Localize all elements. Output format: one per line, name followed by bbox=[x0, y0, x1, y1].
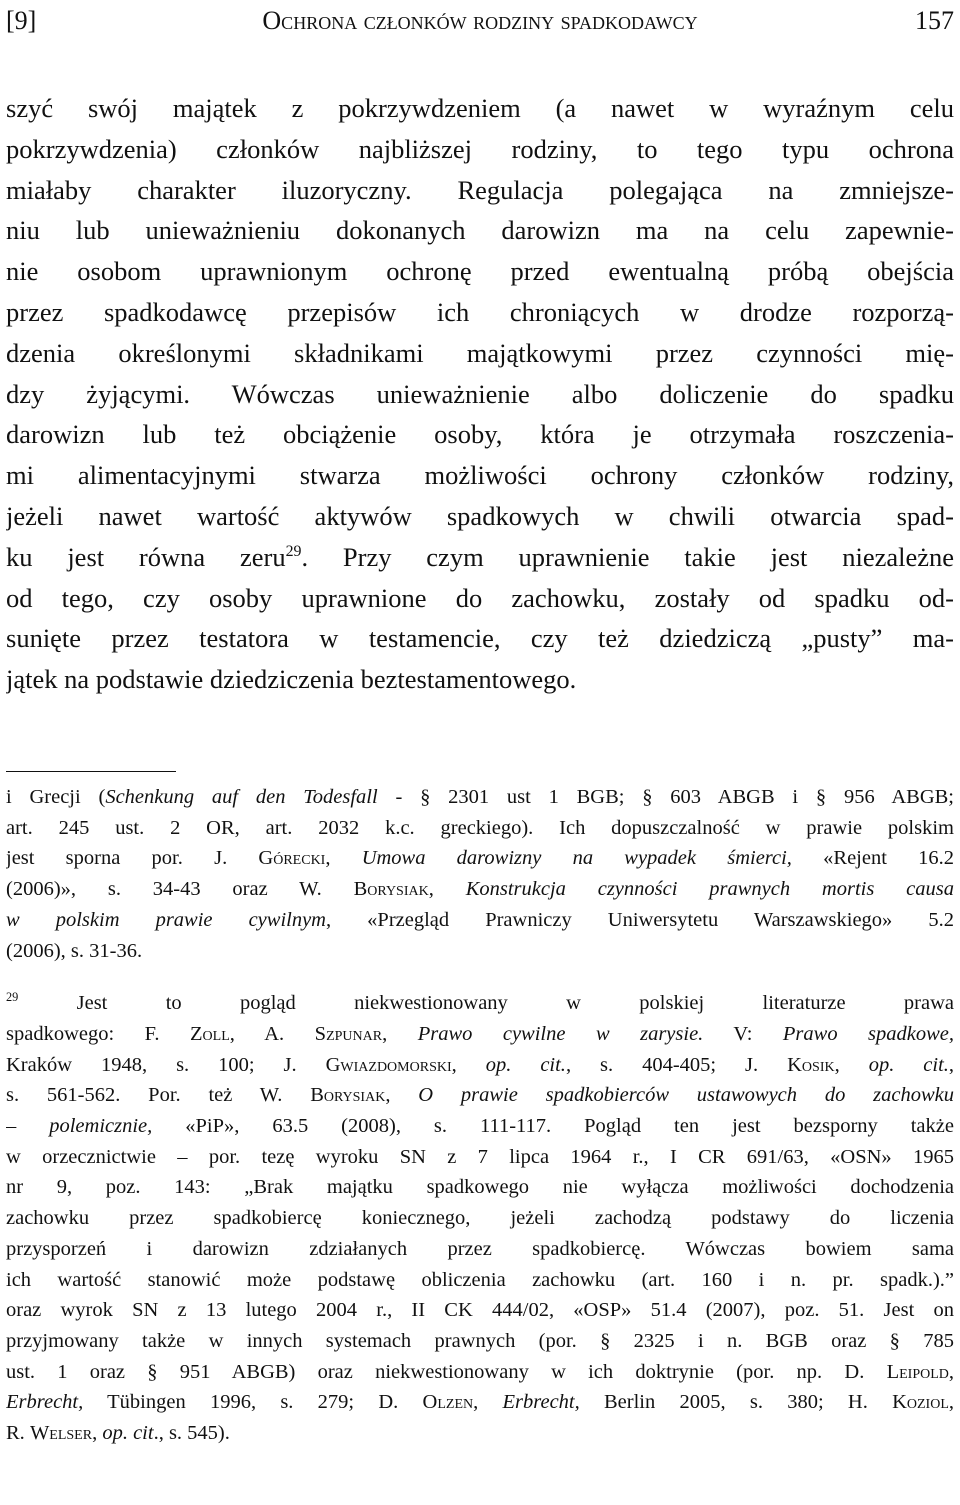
author-name: Koziol bbox=[892, 1391, 949, 1414]
footnote-line: zachowku przez spadkobiercę koniecznego, jeżeli zachodzą podstawy do liczenia bbox=[6, 1207, 954, 1230]
footnote-line bbox=[6, 1387, 954, 1418]
footnote-line: w orzecznictwie – por. tezę wyroku SN z 7 lipca 1964 r., I CR 691/63, «OSN» 1965 bbox=[6, 1145, 954, 1168]
text-segment: Jest to pogląd niekwestionowany w polskiej literaturze prawa bbox=[18, 992, 954, 1015]
text-line: przez spadkodawcę przepisów ich chroniących w drodze rozporzą- bbox=[6, 296, 954, 327]
author-name: Welser bbox=[29, 1422, 93, 1445]
author-name: Borysiak bbox=[353, 878, 429, 901]
text-line: niu lub unieważnieniu dokonanych darowizn ma na celu zapewnie- bbox=[6, 215, 954, 246]
author-name: Borysiak bbox=[310, 1084, 386, 1107]
text-segment: R. bbox=[6, 1422, 30, 1445]
author-name: Kosik bbox=[787, 1053, 835, 1076]
footnote-line: przyjmowany także w innych systemach prawnych (por. § 2325 i n. BGB oraz § 785 bbox=[6, 1329, 954, 1352]
footnote-marker-29: 29 bbox=[6, 990, 19, 1005]
text-segment: , bbox=[948, 1360, 954, 1383]
text-segment: , bbox=[385, 1084, 419, 1107]
text-segment: ku jest równa zeru bbox=[6, 541, 286, 572]
author-name: Górecki bbox=[258, 847, 326, 870]
text-segment: , bbox=[451, 1053, 486, 1076]
text-segment: spadkowego: F. bbox=[6, 1022, 191, 1045]
text-segment: i Grecji ( bbox=[6, 786, 106, 808]
footnote-line: nr 9, poz. 143: „Brak majątku spadkowego nie wyłącza możliwości dochodzenia bbox=[6, 1176, 954, 1199]
text-segment: . Przy czym uprawnienie takie jest niezależne bbox=[301, 541, 954, 572]
text-line: jątek na podstawie dziedziczenia beztestamentowego. bbox=[6, 664, 577, 695]
footnote-line bbox=[6, 843, 954, 874]
text-line: szyć swój majątek z pokrzywdzeniem (a nawet w wyraźnym celu bbox=[6, 93, 954, 123]
author-name: Leipold bbox=[886, 1360, 949, 1383]
text-line bbox=[6, 537, 954, 578]
footnote-line: oraz wyrok SN z 13 lutego 2004 r., II CK 444/02, «OSP» 51.4 (2007), poz. 51. Jest on bbox=[6, 1299, 954, 1322]
text-segment: w polskim prawie cywilnym bbox=[6, 908, 326, 931]
text-segment: V: bbox=[703, 1022, 783, 1045]
text-segment: ., s. 545). bbox=[153, 1422, 230, 1445]
section-number: [9] bbox=[6, 6, 37, 35]
text-line: darowizn lub też obciążenie osoby, która je otrzymała roszczenia- bbox=[6, 419, 954, 450]
text-segment: op. cit. bbox=[485, 1053, 566, 1076]
text-segment: Erbrecht, bbox=[502, 1391, 580, 1414]
footnote-ref-29: 29 bbox=[285, 542, 302, 560]
footnote-28-continued bbox=[6, 782, 954, 966]
footnote-line: ich wartość stanowić może podstawę obliczenia zachowku (art. 160 i n. pr. spadk.).” bbox=[6, 1268, 954, 1291]
main-text bbox=[6, 88, 954, 700]
text-segment: Schenkung auf den Todesfall bbox=[105, 786, 378, 808]
author-name: Zoll bbox=[190, 1022, 230, 1045]
text-segment: Berlin 2005, s. 380; H. bbox=[579, 1391, 893, 1414]
footnotes bbox=[6, 782, 954, 1449]
footnote-line: art. 245 ust. 2 OR, art. 2032 k.c. greckiego). Ich dopuszczalność w prawie polskim bbox=[6, 816, 954, 839]
text-line: dzenia określonymi składnikami majątkowymi przez czynności mię- bbox=[6, 337, 954, 368]
text-segment: O prawie spadkobierców ustawowych do zachowku bbox=[418, 1084, 954, 1107]
text-segment: , bbox=[473, 1391, 503, 1414]
footnote-line bbox=[6, 1019, 954, 1050]
text-segment: , bbox=[948, 1053, 954, 1076]
text-segment: (2006)», s. 34-43 oraz W. bbox=[6, 878, 354, 901]
footnote-line bbox=[6, 905, 954, 936]
text-segment: op. cit bbox=[102, 1422, 154, 1445]
text-line: sunięte przez testatora w testamencie, czy też dziedziczą „pusty” ma- bbox=[6, 623, 954, 654]
running-title: Ochrona członków rodziny spadkodawcy bbox=[262, 6, 698, 35]
text-segment: – polemicznie, bbox=[6, 1115, 153, 1138]
text-segment: op. cit. bbox=[868, 1053, 949, 1076]
footnote-line: przysporzeń i darowizn zdziałanych przez spadkobiercę. Wówczas bowiem sama bbox=[6, 1237, 954, 1260]
text-segment: Umowa darowizny na wypadek śmierci, bbox=[361, 847, 792, 870]
footnote-line bbox=[6, 988, 954, 1019]
text-segment: , bbox=[834, 1053, 869, 1076]
footnote-line bbox=[6, 1050, 954, 1081]
text-segment: , s. 404-405; J. bbox=[565, 1053, 788, 1076]
author-name: Olzen bbox=[422, 1391, 474, 1414]
text-line: pokrzywdzenia) członków najbliższej rodziny, to tego typu ochrona bbox=[6, 133, 954, 164]
footnote-line bbox=[6, 1080, 954, 1111]
text-segment: Konstrukcja czynności prawnych mortis causa bbox=[465, 878, 954, 901]
text-line: jeżeli nawet wartość aktywów spadkowych w chwili otwarcia spad- bbox=[6, 500, 954, 531]
footnote-line bbox=[6, 782, 954, 813]
text-line: dzy żyjącymi. Wówczas unieważnienie albo doliczenie do spadku bbox=[6, 378, 954, 409]
text-line: mi alimentacyjnymi stwarza możliwości ochrony członków rodziny, bbox=[6, 460, 954, 491]
text-segment: ust. 1 oraz § 951 ABGB) oraz niekwestionowany w ich doktrynie (por. np. D. bbox=[6, 1360, 887, 1383]
text-segment: , bbox=[428, 878, 466, 901]
author-name: Gwiazdomorski bbox=[325, 1053, 452, 1076]
text-segment: s. 561-562. Por. też W. bbox=[6, 1084, 311, 1107]
footnote-separator bbox=[6, 771, 176, 772]
footnote-29 bbox=[6, 988, 954, 1449]
text-segment: Kraków 1948, s. 100; J. bbox=[6, 1053, 326, 1076]
text-segment: Prawo spadkowe, bbox=[782, 1022, 954, 1045]
footnote-line: (2006), s. 31-36. bbox=[6, 939, 143, 962]
footnote-line bbox=[6, 1111, 954, 1142]
text-segment: Tübingen 1996, s. 279; D. bbox=[83, 1391, 423, 1414]
text-line: nie osobom uprawnionym ochronę przed ewentualną próbą obejścia bbox=[6, 256, 954, 287]
text-segment: «Rejent 16.2 bbox=[791, 847, 954, 870]
text-segment: «PiP», 63.5 (2008), s. 111-117. Pogląd ten jest bezsporny także bbox=[152, 1115, 954, 1138]
text-segment: , bbox=[325, 847, 362, 870]
text-segment: Prawo cywilne w zarysie. bbox=[417, 1022, 704, 1045]
text-segment: - § 2301 ust 1 BGB; § 603 ABGB i § 956 ABGB; bbox=[377, 786, 954, 808]
text-segment: , bbox=[382, 1022, 418, 1045]
page-number: 157 bbox=[915, 6, 954, 35]
text-segment: , bbox=[948, 1391, 954, 1414]
text-segment: , «Przegląd Prawniczy Uniwersytetu Warszawskiego» 5.2 bbox=[325, 908, 954, 931]
text-segment: , A. bbox=[229, 1022, 315, 1045]
footnote-line bbox=[6, 1418, 954, 1449]
text-line: od tego, czy osoby uprawnione do zachowku, zostały od spadku od- bbox=[6, 582, 954, 613]
text-segment: Erbrecht, bbox=[6, 1391, 84, 1414]
footnote-line bbox=[6, 874, 954, 905]
footnote-line bbox=[6, 1357, 954, 1388]
text-segment: jest sporna por. J. bbox=[6, 847, 259, 870]
running-header bbox=[6, 4, 954, 38]
text-line: miałaby charakter iluzoryczny. Regulacja polegająca na zmniejsze- bbox=[6, 174, 954, 205]
author-name: Szpunar bbox=[314, 1022, 383, 1045]
text-segment: , bbox=[92, 1422, 103, 1445]
